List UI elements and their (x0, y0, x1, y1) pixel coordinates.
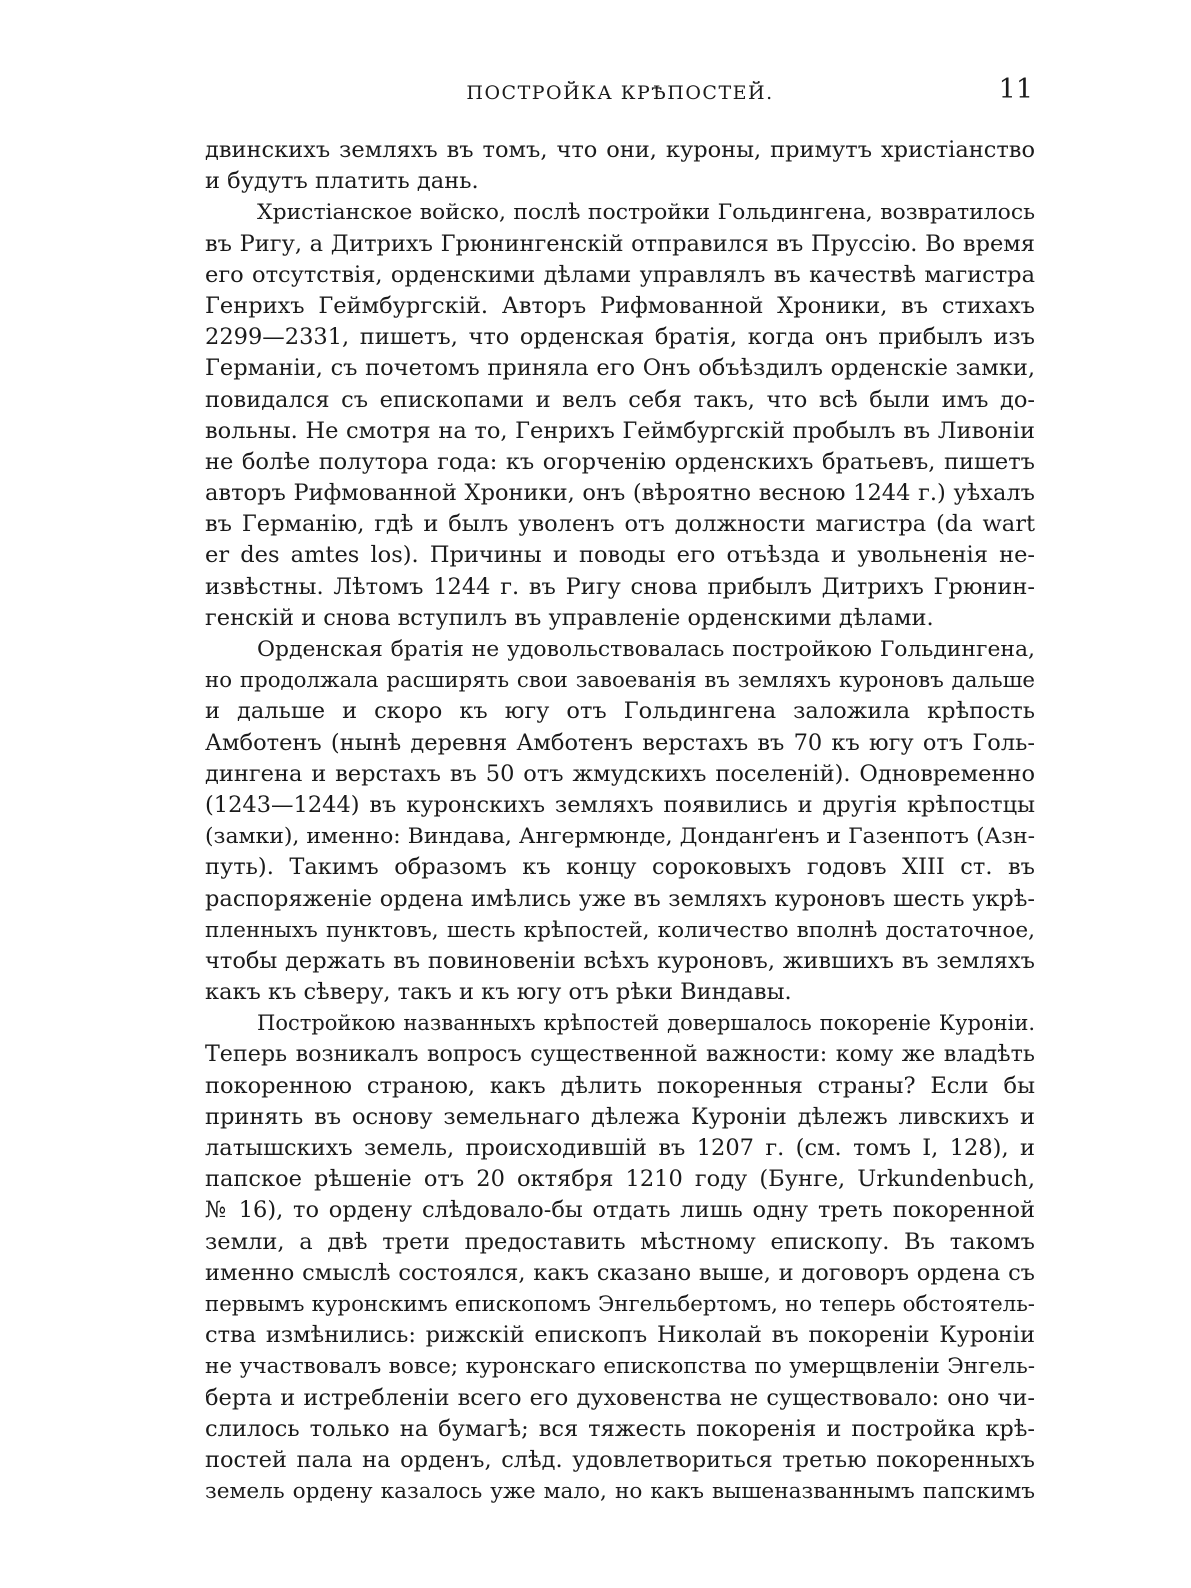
text-line: (1243—1244) въ куронскихъ земляхъ появились и другія крѣпостцы (205, 791, 1035, 818)
text-line: и будутъ платить дань. (205, 168, 479, 195)
text-line: слилось только на бумагѣ; вся тяжесть покоренія и постройка крѣ- (205, 1415, 1035, 1442)
text-line: Германіи, съ почетомъ приняла его Онъ объѣздилъ орденскіе замки, (205, 355, 1035, 382)
text-line: авторъ Рифмованной Хроники, онъ (вѣроятно весною 1244 г.) уѣхалъ (205, 480, 1035, 507)
text-line: въ Ригу, а Дитрихъ Грюнингенскій отправился въ Пруссію. Во время (205, 230, 1035, 257)
text-line: путь). Такимъ образомъ къ концу сороковыхъ годовъ XIII ст. въ (205, 854, 1035, 881)
text-line: пленныхъ пунктовъ, шесть крѣпостей, количество вполнѣ достаточное, (205, 917, 1035, 943)
text-line: вольны. Не смотря на то, Генрихъ Геймбургскій пробылъ въ Ливоніи (205, 417, 1035, 444)
running-title: ПОСТРОЙКА КРѢПОСТЕЙ. (466, 82, 774, 104)
text-line: Генрихъ Геймбургскій. Авторъ Рифмованной Хроники, въ стихахъ (205, 292, 1035, 319)
text-line: чтобы держать въ повиновеніи всѣхъ куроновъ, жившихъ въ земляхъ (205, 947, 1035, 974)
text-line: первымъ куронскимъ епископомъ Энгельбертомъ, но теперь обстоятель- (205, 1291, 1035, 1317)
text-line: повидался съ епископами и велъ себя такъ, что всѣ были имъ до- (205, 386, 1035, 413)
text-line: ства измѣнились: рижскій епископъ Николай въ покореніи Куроніи (205, 1322, 1035, 1349)
book-page (205, 72, 1035, 1552)
body-text (205, 135, 1035, 1507)
text-line: именно смыслѣ состоялся, какъ сказано выше, и договоръ ордена съ (205, 1259, 1035, 1286)
paragraph (205, 197, 1035, 634)
text-line: берта и истребленіи всего его духовенства не существовало: оно чи- (205, 1384, 1035, 1411)
text-line: генскій и снова вступилъ въ управленіе орденскими дѣлами. (205, 604, 934, 631)
text-line: въ Германію, гдѣ и былъ уволенъ отъ должности магистра (da wart (205, 511, 1035, 538)
text-line: er des amtes los). Причины и поводы его отъѣзда и увольненія не- (205, 542, 1035, 569)
paragraph (205, 634, 1035, 1008)
text-line: земли, а двѣ трети предоставить мѣстному епископу. Въ такомъ (205, 1228, 1035, 1255)
text-line: извѣстны. Лѣтомъ 1244 г. въ Ригу снова прибылъ Дитрихъ Грюнин- (205, 573, 1035, 600)
text-line: Христіанское войско, послѣ постройки Гольдингена, возвратилось (257, 200, 1035, 226)
text-line: постей пала на орденъ, слѣд. удовлетвориться третью покоренныхъ (205, 1446, 1035, 1473)
text-line: покоренною страною, какъ дѣлить покоренныя страны? Если бы (205, 1072, 1035, 1099)
text-line: Теперь возникалъ вопросъ существенной важности: кому же владѣть (205, 1041, 1035, 1068)
text-line: Орденская братія не удовольствовалась постройкою Гольдингена, (257, 637, 1035, 662)
text-line: Амботенъ (нынѣ деревня Амботенъ верстахъ въ 70 къ югу отъ Голь- (205, 729, 1035, 756)
text-line: но продолжала расширять свои завоеванія въ земляхъ куроновъ дальше (205, 668, 1035, 694)
text-line: какъ къ сѣверу, такъ и къ югу отъ рѣки Виндавы. (205, 979, 792, 1006)
text-line: не болѣе полутора года: къ огорченію орденскихъ братьевъ, пишетъ (205, 448, 1035, 475)
text-line: папское рѣшеніе отъ 20 октября 1210 году (Бунге, Urkundenbuch, (205, 1166, 1035, 1193)
page-number: 11 (998, 74, 1033, 105)
text-line: земель ордену казалось уже мало, но какъ вышеназваннымъ папскимъ (205, 1479, 1035, 1505)
text-line: дингена и верстахъ въ 50 отъ жмудскихъ поселеній). Одновременно (205, 760, 1035, 787)
text-line: латышскихъ земель, происходившій въ 1207 г. (см. томъ I, 128), и (205, 1135, 1035, 1161)
paragraph (205, 135, 1035, 197)
text-line: (замки), именно: Виндава, Ангермюнде, Донданґенъ и Газенпотъ (Азн- (205, 824, 1035, 850)
text-line: распоряженіе ордена имѣлись уже въ земляхъ куроновъ шесть укрѣ- (205, 885, 1035, 912)
text-line: Постройкою названныхъ крѣпостей довершалось покореніе Куроніи. (257, 1011, 1035, 1036)
text-line: № 16), то ордену слѣдовало-бы отдать лишь одну треть покоренной (205, 1197, 1035, 1224)
text-line: и дальше и скоро къ югу отъ Гольдингена заложила крѣпость (205, 698, 1035, 725)
text-line: его отсутствія, орденскими дѣлами управлялъ въ качествѣ магистра (205, 261, 1035, 288)
text-line: принять въ основу земельнаго дѣлежа Куроніи дѣлежъ ливскихъ и (205, 1103, 1035, 1130)
text-line: 2299—2331, пишетъ, что орденская братія, когда онъ прибылъ изъ (205, 324, 1035, 351)
text-line: не участвовалъ вовсе; куронскаго епископства по умерщвленіи Энгель- (205, 1354, 1035, 1380)
text-line: двинскихъ земляхъ въ томъ, что они, куроны, примутъ христіанство (205, 137, 1035, 163)
running-head (205, 72, 1035, 112)
paragraph (205, 1008, 1035, 1507)
